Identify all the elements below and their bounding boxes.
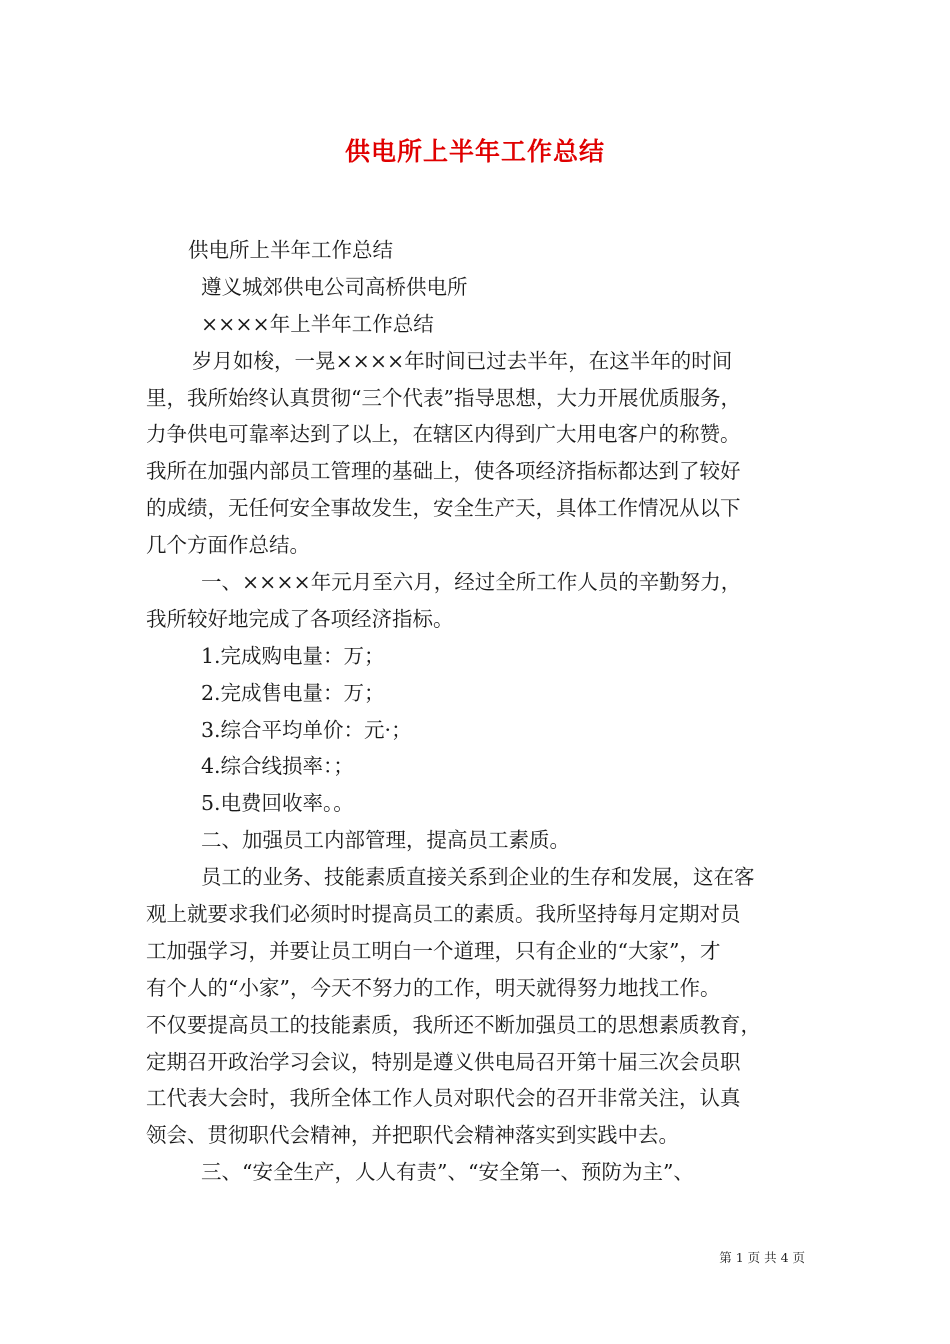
page-number-footer: 第 1 页 共 4 页	[719, 1250, 805, 1265]
paragraph-line: 我所在加强内部员工管理的基础上，使各项经济指标都达到了较好	[146, 459, 741, 484]
list-item: 5.电费回收率。。	[201, 791, 354, 816]
section-heading: 一、××××年元月至六月，经过全所工作人员的辛勤努力，	[201, 570, 742, 595]
list-item: 2.完成售电量：万；	[201, 680, 385, 705]
paragraph-line: 不仅要提高员工的技能素质，我所还不断加强员工的思想素质教育，	[146, 1012, 761, 1037]
paragraph-line: 我所较好地完成了各项经济指标。	[146, 606, 454, 631]
report-title-line: ××××年上半年工作总结	[201, 311, 434, 336]
paragraph-line: 里，我所始终认真贯彻“三个代表”指导思想，大力开展优质服务，	[146, 385, 741, 410]
paragraph-line: 观上就要求我们必须时时提高员工的素质。我所坚持每月定期对员	[146, 902, 741, 927]
list-item: 1.完成购电量：万；	[201, 643, 385, 668]
document-body	[146, 232, 816, 1191]
paragraph-line: 工代表大会时，我所全体工作人员对职代会的召开非常关注，认真	[146, 1086, 741, 1111]
paragraph-line: 的成绩，无任何安全事故发生，安全生产天，具体工作情况从以下	[146, 496, 741, 521]
list-item: 4.综合线损率：；	[201, 754, 354, 779]
paragraph-line: 力争供电可靠率达到了以上，在辖区内得到广大用电客户的称赞。	[146, 422, 741, 447]
paragraph-line: 领会、贯彻职代会精神，并把职代会精神落实到实践中去。	[146, 1123, 679, 1148]
section-heading: 三、“安全生产，人人有责”、“安全第一、预防为主”、	[201, 1160, 694, 1185]
page-title: 供电所上半年工作总结	[344, 137, 605, 166]
paragraph-line: 几个方面作总结。	[146, 533, 310, 558]
section-heading: 二、加强员工内部管理，提高员工素质。	[201, 828, 570, 853]
paragraph-line: 定期召开政治学习会议，特别是遵义供电局召开第十届三次会员职	[146, 1049, 741, 1074]
org-line: 遵义城郊供电公司高桥供电所	[201, 274, 468, 299]
list-item: 3.综合平均单价：元·；	[201, 717, 412, 742]
paragraph-line: 工加强学习，并要让员工明白一个道理，只有企业的“大家”，才	[146, 938, 721, 963]
paragraph-line: 有个人的“小家”，今天不努力的工作，明天就得努力地找工作。	[146, 975, 721, 1000]
paragraph-line: 岁月如梭，一晃××××年时间已过去半年，在这半年的时间	[192, 348, 733, 373]
paragraph-line: 员工的业务、技能素质直接关系到企业的生存和发展，这在客	[201, 865, 755, 890]
subtitle-line: 供电所上半年工作总结	[188, 238, 393, 262]
